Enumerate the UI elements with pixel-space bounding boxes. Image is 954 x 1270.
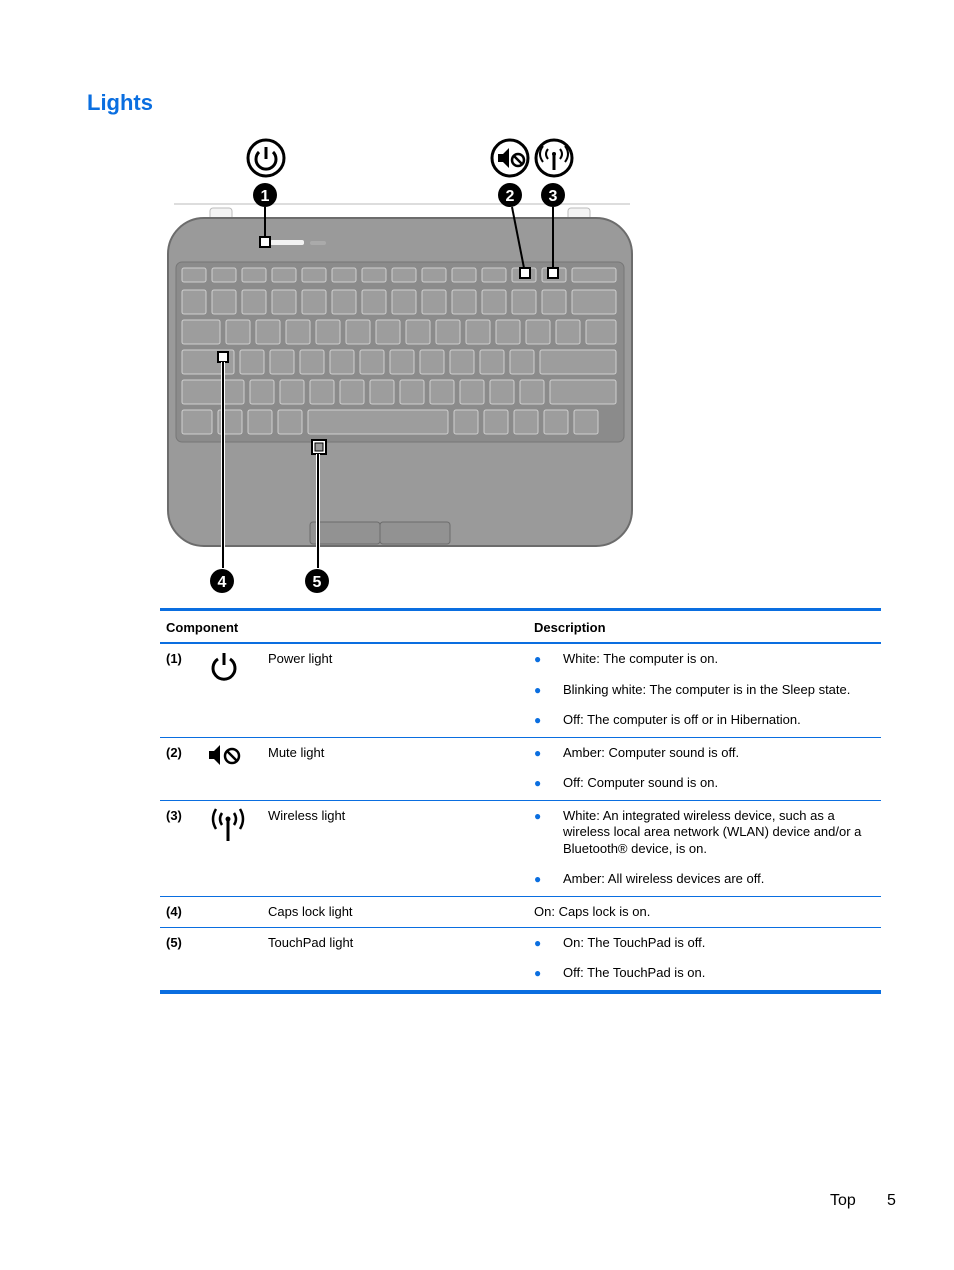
power-icon bbox=[248, 140, 284, 176]
list-item: ● On: The TouchPad is off. bbox=[534, 934, 706, 950]
callout-4: 4 bbox=[217, 574, 227, 591]
list-item: ● Off: The TouchPad is on. bbox=[534, 965, 706, 980]
component-name: Mute light bbox=[268, 744, 325, 760]
component-name: TouchPad light bbox=[268, 934, 354, 950]
row-number: (4) bbox=[166, 903, 182, 919]
list-item: ● Blinking white: The computer is in the Sleep state. bbox=[534, 681, 851, 697]
list-item: ● Off: Computer sound is on. bbox=[534, 775, 719, 790]
power-icon bbox=[202, 643, 262, 737]
header-description: Description bbox=[534, 619, 606, 635]
component-description bbox=[528, 737, 881, 800]
bullet: ● bbox=[534, 713, 542, 727]
wireless-icon bbox=[202, 800, 262, 896]
table-row bbox=[160, 737, 881, 800]
callout-1: 1 bbox=[260, 188, 270, 205]
bullet: ● bbox=[534, 745, 542, 760]
component-description bbox=[528, 643, 881, 737]
bullet: ● bbox=[534, 966, 542, 980]
component-description bbox=[528, 927, 881, 992]
component-name: Caps lock light bbox=[268, 903, 353, 919]
callout-2: 2 bbox=[505, 188, 515, 205]
row-number: (2) bbox=[166, 744, 182, 760]
bullet: ● bbox=[534, 682, 542, 697]
wireless-icon bbox=[536, 140, 572, 176]
list-item: ● Off: The computer is off or in Hibernation. bbox=[534, 712, 801, 727]
list-item: ● White: An integrated wireless device, such as a wireless local area network (WLAN) device and/or a Bluetooth® device, is on. bbox=[534, 807, 862, 856]
table-row bbox=[160, 896, 881, 927]
component-name: Wireless light bbox=[268, 807, 346, 823]
footer-section-name: Top bbox=[830, 1192, 856, 1209]
component-description bbox=[528, 800, 881, 896]
mute-icon bbox=[202, 737, 262, 800]
table-row bbox=[160, 927, 881, 992]
bullet: ● bbox=[534, 808, 542, 823]
callout-5: 5 bbox=[312, 574, 322, 591]
row-number: (3) bbox=[166, 807, 182, 823]
bullet: ● bbox=[534, 935, 542, 950]
list-item: ● White: The computer is on. bbox=[534, 651, 719, 666]
bullet: ● bbox=[534, 652, 542, 666]
mute-icon bbox=[492, 140, 528, 176]
components-table bbox=[160, 608, 881, 994]
page-number: 5 bbox=[887, 1192, 896, 1209]
keyboard-illustration bbox=[160, 130, 650, 600]
table-row bbox=[160, 800, 881, 896]
bullet: ● bbox=[534, 776, 542, 790]
header-component: Component bbox=[166, 619, 239, 635]
list-item: ● Amber: All wireless devices are off. bbox=[534, 871, 765, 886]
component-name: Power light bbox=[268, 651, 333, 666]
row-number: (5) bbox=[166, 934, 182, 950]
callout-3: 3 bbox=[548, 188, 558, 205]
list-item: ● Amber: Computer sound is off. bbox=[534, 744, 740, 760]
table-row bbox=[160, 643, 881, 737]
row-number: (1) bbox=[166, 651, 182, 666]
component-description: On: Caps lock is on. bbox=[534, 903, 651, 919]
bullet: ● bbox=[534, 872, 542, 886]
table-header-row bbox=[160, 610, 881, 644]
page-title: Lights bbox=[87, 90, 153, 115]
